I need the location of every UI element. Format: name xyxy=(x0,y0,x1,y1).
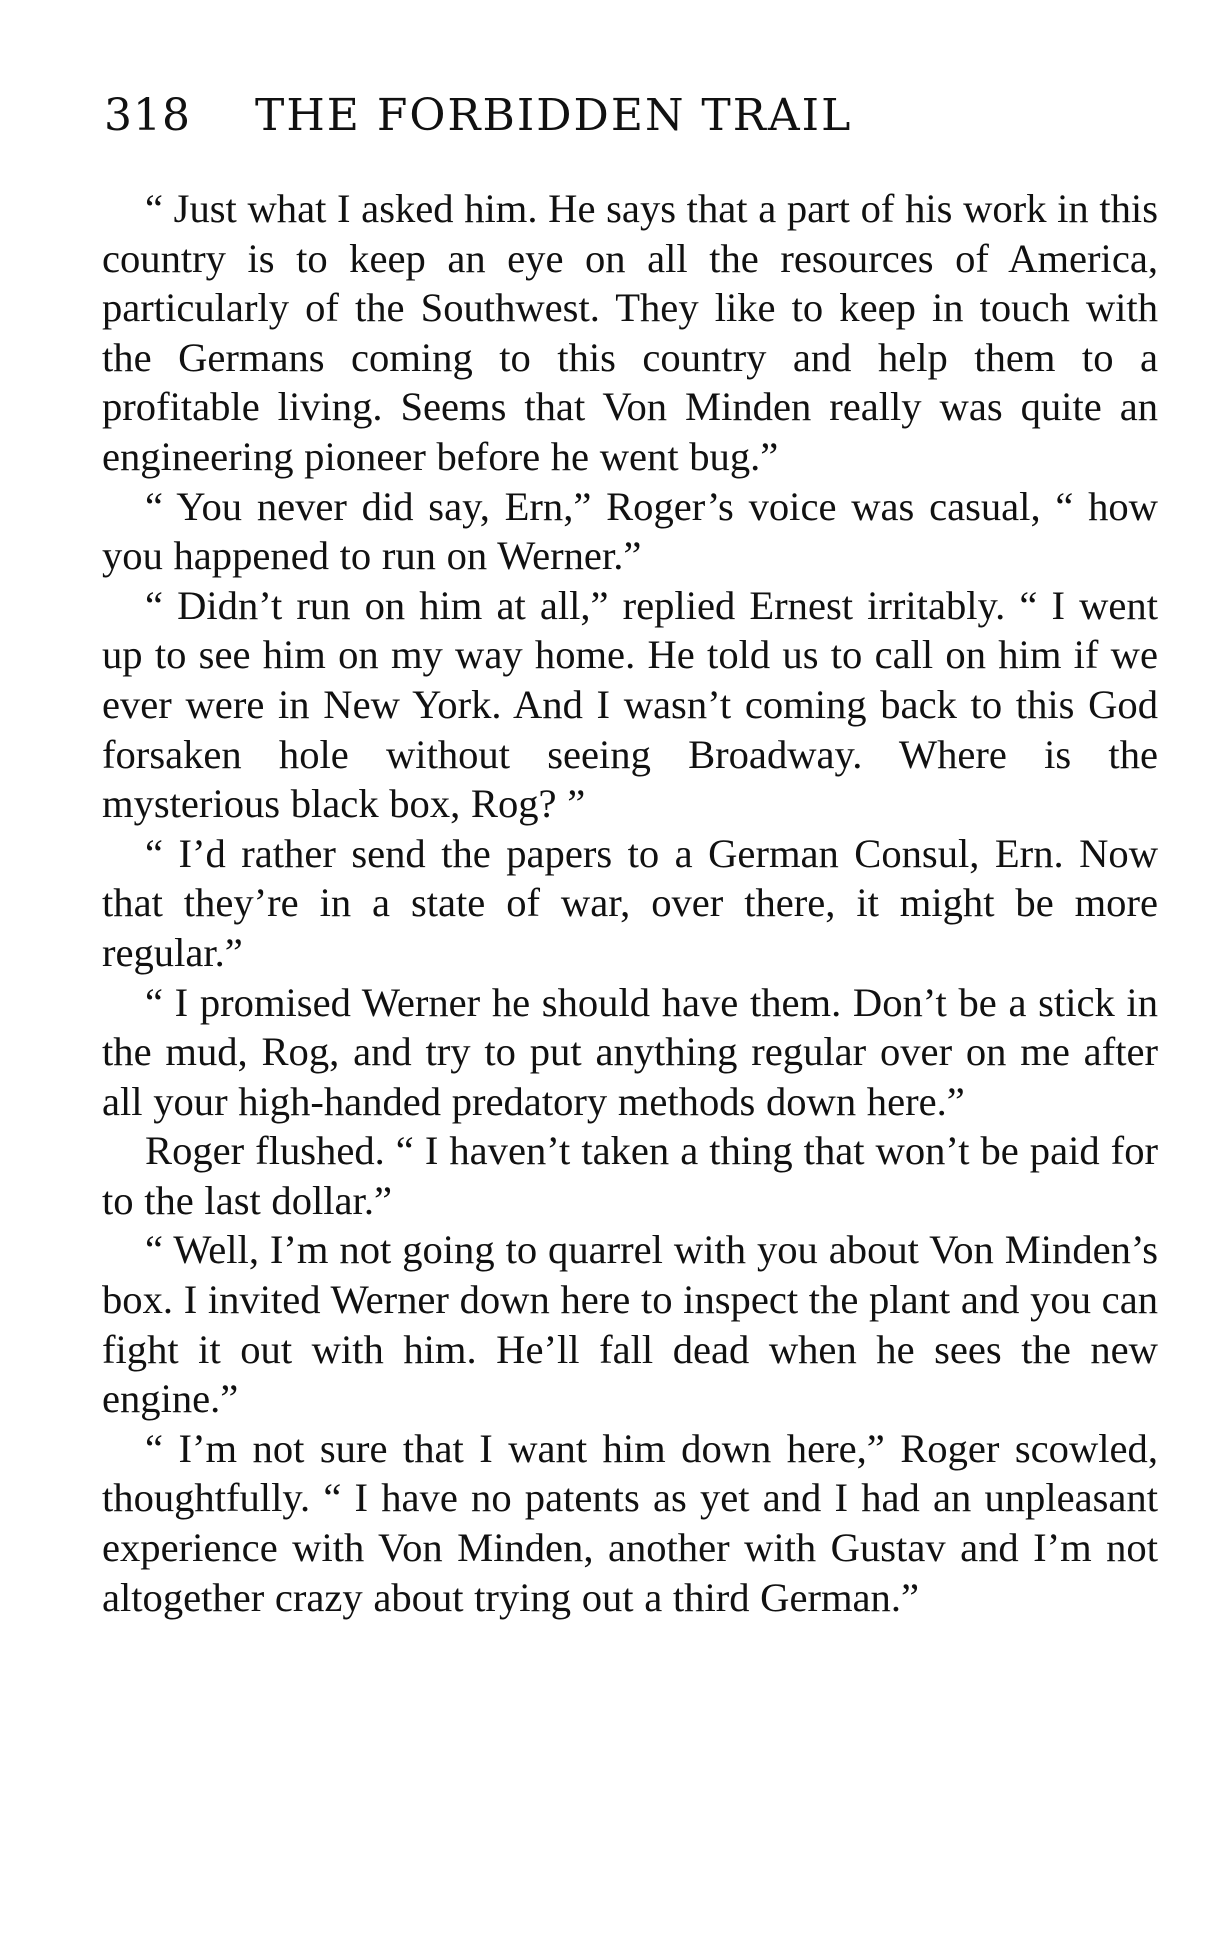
running-title: THE FORBIDDEN TRAIL xyxy=(255,90,853,141)
paragraph-3: “ Didn’t run on him at all,” replied Ernest irritably. “ I went up to see him on my way home. He told us to call on him if we ever were in New York. And I wasn’t coming back to this God forsaken hole without seeing Broadway. Where is the mysterious black box, Rog? ” xyxy=(102,582,1158,827)
paragraph-5: “ I promised Werner he should have them. Don’t be a stick in the mud, Rog, and try to put anything regular over on me after all your high-handed predatory methods down here.” xyxy=(102,979,1158,1124)
page-header xyxy=(104,88,1164,144)
paragraph-2: “ You never did say, Ern,” Roger’s voice was casual, “ how you happened to run on Werner.” xyxy=(102,483,1158,579)
paragraph-1: “ Just what I asked him. He says that a part of his work in this country is to keep an eye on all the resources of America, particularly of the Southwest. They like to keep in touch with the Germans coming to this country and help them to a profitable living. Seems that Von Minden really was quite an engineering pioneer before he went bug.” xyxy=(102,186,1158,479)
paragraph-6: Roger flushed. “ I haven’t taken a thing that won’t be paid for to the last dollar.” xyxy=(102,1128,1158,1223)
body-text xyxy=(102,184,1158,1794)
paragraph-4: “ I’d rather send the papers to a German Consul, Ern. Now that they’re in a state of war, over there, it might be more regular.” xyxy=(102,830,1158,975)
paragraph-8: “ I’m not sure that I want him down here,” Roger scowled, thoughtfully. “ I have no patents as yet and I had an unpleasant experience with Von Minden, another with Gustav and I’m not altogether crazy about trying out a third German.” xyxy=(102,1425,1158,1620)
page-number: 318 xyxy=(104,90,191,141)
paragraph-7: “ Well, I’m not going to quarrel with you about Von Minden’s box. I invited Werner down here to inspect the plant and you can fight it out with him. He’ll fall dead when he sees the new engine.” xyxy=(102,1227,1158,1422)
